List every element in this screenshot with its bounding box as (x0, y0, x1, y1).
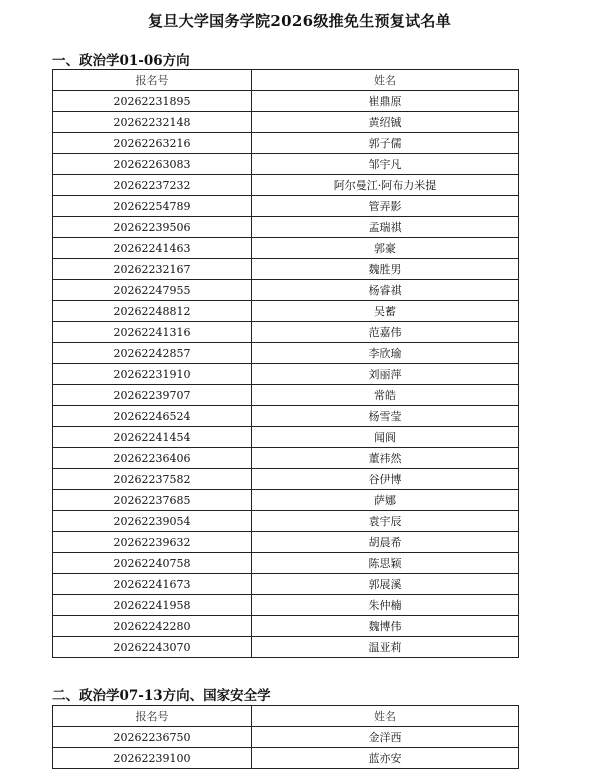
registration-number-cell: 20262239054 (53, 511, 252, 532)
name-cell: 谷伊博 (252, 469, 519, 490)
registration-number-cell: 20262246524 (53, 406, 252, 427)
registration-number-cell: 20262241463 (53, 238, 252, 259)
column-header-name: 姓名 (252, 70, 519, 91)
table-row (53, 259, 519, 280)
registration-number-cell: 20262241673 (53, 574, 252, 595)
name-cell: 金洋西 (252, 727, 519, 748)
table-row (53, 490, 519, 511)
registration-number-cell: 20262243070 (53, 637, 252, 658)
name-cell: 闻阆 (252, 427, 519, 448)
name-cell: 萨娜 (252, 490, 519, 511)
name-cell: 孟瑞祺 (252, 217, 519, 238)
name-cell: 董祎然 (252, 448, 519, 469)
column-header-registration-number: 报名号 (53, 70, 252, 91)
table-row (53, 238, 519, 259)
name-cell: 管弄影 (252, 196, 519, 217)
registration-number-cell: 20262232148 (53, 112, 252, 133)
name-cell: 阿尔曼江·阿布力米提 (252, 175, 519, 196)
name-cell: 刘丽萍 (252, 364, 519, 385)
registration-number-cell: 20262263083 (53, 154, 252, 175)
candidate-table (52, 69, 519, 658)
name-cell: 陈思颖 (252, 553, 519, 574)
table-header-row (53, 70, 519, 91)
section-heading: 一、政治学01-06方向 (52, 53, 190, 69)
name-cell: 郭展溪 (252, 574, 519, 595)
name-cell: 范嘉伟 (252, 322, 519, 343)
registration-number-cell: 20262242280 (53, 616, 252, 637)
table-row (53, 322, 519, 343)
table-row (53, 280, 519, 301)
table-row (53, 511, 519, 532)
table-row (53, 364, 519, 385)
registration-number-cell: 20262247955 (53, 280, 252, 301)
name-cell: 袁宇辰 (252, 511, 519, 532)
table-row (53, 427, 519, 448)
registration-number-cell: 20262231895 (53, 91, 252, 112)
table-row (53, 217, 519, 238)
name-cell: 朱仲楠 (252, 595, 519, 616)
column-header-name: 姓名 (252, 706, 519, 727)
name-cell: 魏博伟 (252, 616, 519, 637)
registration-number-cell: 20262239506 (53, 217, 252, 238)
table-row (53, 595, 519, 616)
name-cell: 常皓 (252, 385, 519, 406)
table-row (53, 301, 519, 322)
registration-number-cell: 20262239632 (53, 532, 252, 553)
registration-number-cell: 20262241454 (53, 427, 252, 448)
registration-number-cell: 20262232167 (53, 259, 252, 280)
table-row (53, 469, 519, 490)
table-row (53, 616, 519, 637)
registration-number-cell: 20262239707 (53, 385, 252, 406)
table-row (53, 343, 519, 364)
name-cell: 郭子儒 (252, 133, 519, 154)
registration-number-cell: 20262237685 (53, 490, 252, 511)
section-heading: 二、政治学07-13方向、国家安全学 (52, 688, 271, 704)
name-cell: 李欣瑜 (252, 343, 519, 364)
name-cell: 崔鼎原 (252, 91, 519, 112)
table-row (53, 112, 519, 133)
table-row (53, 133, 519, 154)
table-row (53, 406, 519, 427)
registration-number-cell: 20262239100 (53, 748, 252, 769)
table-row (53, 196, 519, 217)
table-row (53, 175, 519, 196)
table-row (53, 553, 519, 574)
table-row (53, 637, 519, 658)
registration-number-cell: 20262263216 (53, 133, 252, 154)
page-title: 复旦大学国务学院2026级推免生预复试名单 (147, 12, 452, 30)
name-cell: 邹宇凡 (252, 154, 519, 175)
registration-number-cell: 20262231910 (53, 364, 252, 385)
registration-number-cell: 20262241316 (53, 322, 252, 343)
name-cell: 胡晨希 (252, 532, 519, 553)
name-cell: 温亚莉 (252, 637, 519, 658)
table-row (53, 532, 519, 553)
name-cell: 魏胜男 (252, 259, 519, 280)
registration-number-cell: 20262240758 (53, 553, 252, 574)
name-cell: 杨雪莹 (252, 406, 519, 427)
column-header-registration-number: 报名号 (53, 706, 252, 727)
name-cell: 蓝亦安 (252, 748, 519, 769)
table-row (53, 91, 519, 112)
table-row (53, 448, 519, 469)
candidate-table (52, 705, 519, 769)
registration-number-cell: 20262242857 (53, 343, 252, 364)
registration-number-cell: 20262236406 (53, 448, 252, 469)
table-row (53, 154, 519, 175)
name-cell: 黄绍铖 (252, 112, 519, 133)
table-row (53, 727, 519, 748)
registration-number-cell: 20262236750 (53, 727, 252, 748)
table-row (53, 748, 519, 769)
table-row (53, 574, 519, 595)
table-row (53, 385, 519, 406)
registration-number-cell: 20262248812 (53, 301, 252, 322)
registration-number-cell: 20262237232 (53, 175, 252, 196)
registration-number-cell: 20262237582 (53, 469, 252, 490)
name-cell: 吴蓄 (252, 301, 519, 322)
registration-number-cell: 20262241958 (53, 595, 252, 616)
name-cell: 郭豪 (252, 238, 519, 259)
name-cell: 杨睿祺 (252, 280, 519, 301)
table-header-row (53, 706, 519, 727)
registration-number-cell: 20262254789 (53, 196, 252, 217)
